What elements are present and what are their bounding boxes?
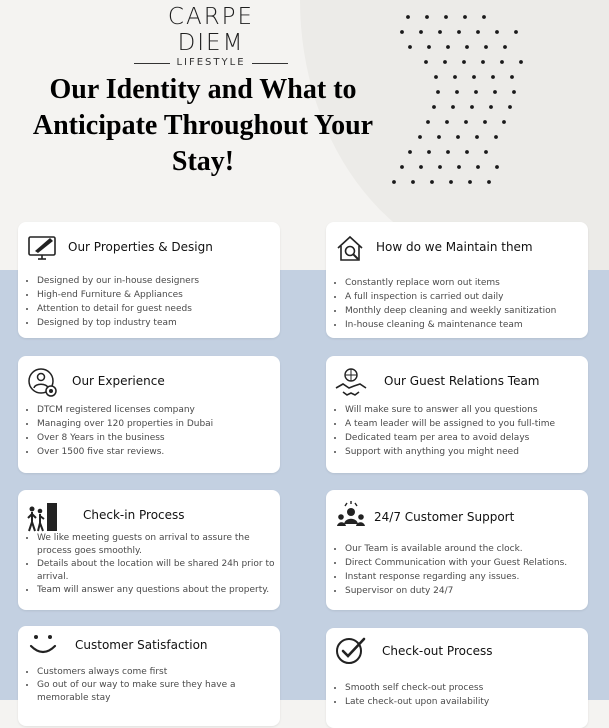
decorative-dot <box>451 105 455 109</box>
list-item: • Support with anything you might need <box>345 445 593 459</box>
list-item: • Attention to detail for guest needs <box>37 302 285 316</box>
decorative-dot <box>432 105 436 109</box>
list-item: • Managing over 120 properties in Dubai <box>37 417 285 431</box>
decorative-dot <box>427 150 431 154</box>
decorative-dot <box>463 15 467 19</box>
decorative-dot <box>495 30 499 34</box>
decorative-dot <box>406 15 410 19</box>
card-list <box>24 403 285 459</box>
list-item: • A full inspection is carried out daily <box>345 290 593 304</box>
logo-tagline: LIFESTYLE <box>176 57 246 68</box>
check-circle-icon <box>334 634 368 668</box>
list-item: • We like meeting guests on arrival to assure the process goes smoothly. <box>37 532 285 558</box>
page-title <box>18 72 388 180</box>
card-check-out <box>326 628 588 728</box>
list-item: • Will make sure to answer all you questions <box>345 403 593 417</box>
decorative-dot <box>472 75 476 79</box>
list-item: • DTCM registered licenses company <box>37 403 285 417</box>
list-item: • Constantly replace worn out items <box>345 276 593 290</box>
decorative-dot <box>444 15 448 19</box>
card-list <box>332 542 593 598</box>
list-item: • Supervisor on duty 24/7 <box>345 584 593 598</box>
card-guest-relations <box>326 356 588 473</box>
decorative-dot <box>453 75 457 79</box>
decorative-dot <box>475 135 479 139</box>
page-title-line-2: Anticipate Throughout Your <box>32 110 374 141</box>
decorative-dot-pattern <box>380 0 560 200</box>
brand-logo <box>133 4 289 69</box>
decorative-dot <box>427 45 431 49</box>
decorative-dot <box>408 45 412 49</box>
decorative-dot <box>456 135 460 139</box>
logo-rule-right <box>252 63 288 64</box>
decorative-dot <box>465 150 469 154</box>
list-item: • Dedicated team per area to avoid delays <box>345 431 593 445</box>
decorative-dot <box>445 120 449 124</box>
card-list <box>332 681 593 709</box>
list-item: • Go out of our way to make sure they have a memorable stay <box>37 679 285 705</box>
list-item: • Customers always come first <box>37 665 285 679</box>
card-list <box>332 276 593 332</box>
list-item: • Our Team is available around the clock. <box>345 542 593 556</box>
support-team-icon <box>334 500 368 534</box>
card-title: Customer Satisfaction <box>75 638 208 652</box>
card-title: Our Experience <box>72 374 165 388</box>
logo-wordmark: CARPE DIEM <box>167 4 255 56</box>
list-item: • A team leader will be assigned to you full-time <box>345 417 593 431</box>
decorative-dot <box>457 30 461 34</box>
design-tool-icon <box>26 232 60 266</box>
card-title: Our Guest Relations Team <box>384 374 540 388</box>
decorative-dot <box>483 120 487 124</box>
decorative-dot <box>446 150 450 154</box>
decorative-dot <box>489 105 493 109</box>
decorative-dot <box>425 15 429 19</box>
card-customer-support <box>326 490 588 610</box>
decorative-dot <box>438 165 442 169</box>
card-list <box>24 274 285 330</box>
decorative-dot <box>449 180 453 184</box>
decorative-dot <box>424 60 428 64</box>
decorative-dot <box>419 165 423 169</box>
decorative-dot <box>443 60 447 64</box>
decorative-dot <box>493 90 497 94</box>
decorative-dot <box>408 150 412 154</box>
house-inspection-icon <box>334 232 368 266</box>
list-item: • Smooth self check-out process <box>345 681 593 695</box>
decorative-dot <box>436 90 440 94</box>
decorative-dot <box>476 30 480 34</box>
smile-icon <box>26 628 60 662</box>
list-item: • In-house cleaning & maintenance team <box>345 318 593 332</box>
decorative-dot <box>457 165 461 169</box>
logo-subline <box>133 57 289 69</box>
card-check-in <box>18 490 280 610</box>
decorative-dot <box>508 105 512 109</box>
list-item: • Late check-out upon availability <box>345 695 593 709</box>
card-maintenance <box>326 222 588 338</box>
decorative-dot <box>476 165 480 169</box>
decorative-dot <box>470 105 474 109</box>
decorative-dot <box>481 60 485 64</box>
card-properties-design <box>18 222 280 338</box>
decorative-dot <box>465 45 469 49</box>
list-item: • High-end Furniture & Appliances <box>37 288 285 302</box>
list-item: • Monthly deep cleaning and weekly sanitization <box>345 304 593 318</box>
decorative-dot <box>500 60 504 64</box>
certified-expert-icon <box>26 366 60 400</box>
card-title: How do we Maintain them <box>376 240 533 254</box>
page-title-line-1: Our Identity and What to <box>49 74 357 105</box>
decorative-dot <box>446 45 450 49</box>
card-experience <box>18 356 280 473</box>
decorative-dot <box>484 45 488 49</box>
decorative-dot <box>434 75 438 79</box>
decorative-dot <box>438 30 442 34</box>
decorative-dot <box>495 165 499 169</box>
decorative-dot <box>455 90 459 94</box>
card-list <box>24 665 285 705</box>
decorative-dot <box>474 90 478 94</box>
check-in-door-icon <box>26 500 60 534</box>
decorative-dot <box>464 120 468 124</box>
decorative-dot <box>519 60 523 64</box>
handshake-icon <box>334 366 368 400</box>
decorative-dot <box>411 180 415 184</box>
decorative-dot <box>418 135 422 139</box>
decorative-dot <box>503 45 507 49</box>
decorative-dot <box>426 120 430 124</box>
card-title: 24/7 Customer Support <box>374 510 515 524</box>
logo-rule-left <box>134 63 170 64</box>
list-item: • Instant response regarding any issues. <box>345 570 593 584</box>
page-title-line-3: Stay! <box>171 146 235 177</box>
decorative-dot <box>462 60 466 64</box>
list-item: • Team will answer any questions about the property. <box>37 584 285 597</box>
decorative-dot <box>437 135 441 139</box>
decorative-dot <box>510 75 514 79</box>
decorative-dot <box>502 120 506 124</box>
card-title: Check-in Process <box>83 508 185 522</box>
decorative-dot <box>487 180 491 184</box>
card-list <box>332 403 593 459</box>
decorative-dot <box>400 165 404 169</box>
decorative-dot <box>494 135 498 139</box>
decorative-dot <box>491 75 495 79</box>
list-item: • Direct Communication with your Guest Relations. <box>345 556 593 570</box>
card-title: Our Properties & Design <box>68 240 213 254</box>
decorative-dot <box>419 30 423 34</box>
decorative-dot <box>392 180 396 184</box>
list-item: • Over 1500 five star reviews. <box>37 445 285 459</box>
card-title: Check-out Process <box>382 644 493 658</box>
decorative-dot <box>400 30 404 34</box>
list-item: • Designed by our in-house designers <box>37 274 285 288</box>
decorative-dot <box>468 180 472 184</box>
card-list <box>24 532 285 597</box>
decorative-dot <box>514 30 518 34</box>
list-item: • Over 8 Years in the business <box>37 431 285 445</box>
decorative-dot <box>484 150 488 154</box>
list-item: • Details about the location will be shared 24h prior to arrival. <box>37 558 285 584</box>
card-customer-satisfaction <box>18 626 280 726</box>
decorative-dot <box>482 15 486 19</box>
decorative-dot <box>430 180 434 184</box>
decorative-dot <box>512 90 516 94</box>
list-item: • Designed by top industry team <box>37 316 285 330</box>
